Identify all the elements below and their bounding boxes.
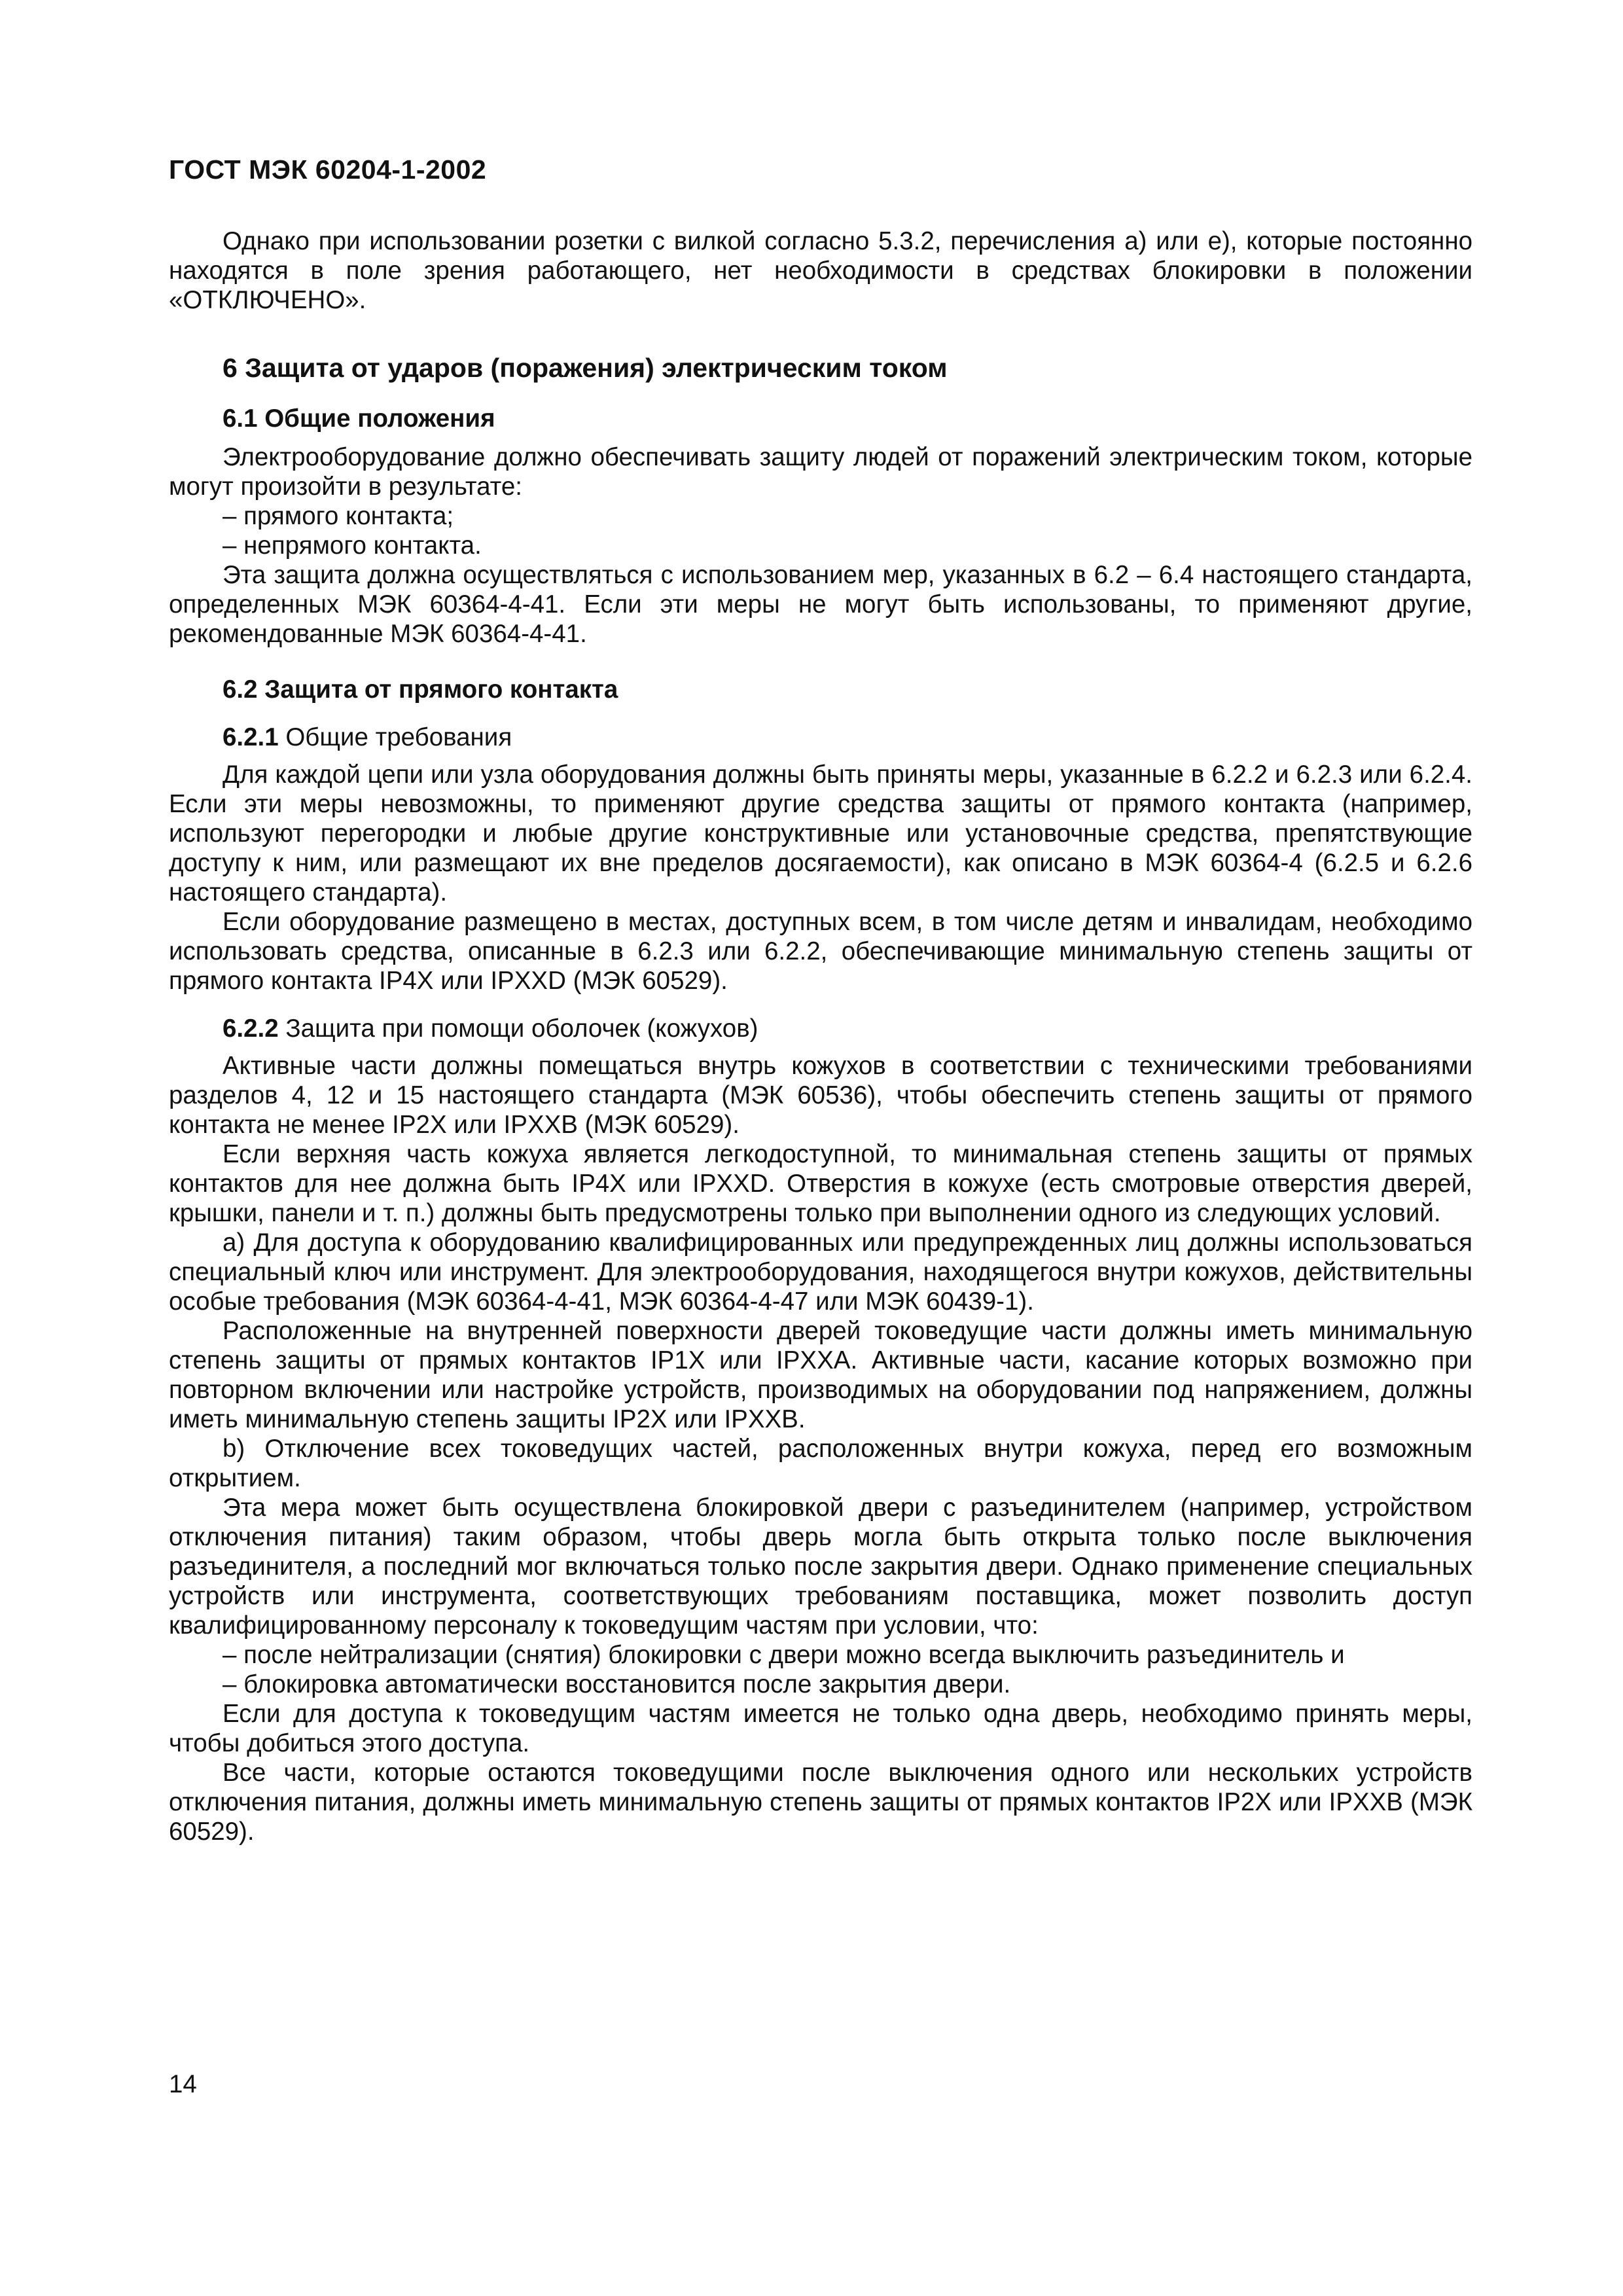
section-6-2-1-paragraph-1: Для каждой цепи или узла оборудования должны быть приняты меры, указанные в 6.2.2 и 6.2.3 или 6.2.4. Если эти меры невозможны, то применяют другие средства защиты от прямого контакта (например, используют перегородки и любые другие конструктивные или установочные средства, препятствующие доступу к ним, или размещают их вне пределов досягаемости), как описано в МЭК 60364-4 (6.2.5 и 6.2.6 настоящего стандарта). <box>169 761 1472 906</box>
page-number: 14 <box>169 2070 197 2098</box>
list-item: – непрямого контакта. <box>223 531 482 560</box>
section-6-1-paragraph-1: Электрооборудование должно обеспечивать защиту людей от поражений электрическим током, которые могут произойти в результате: <box>169 443 1472 501</box>
section-6-2-2-title: Защита при помощи оболочек (кожухов) <box>278 1014 758 1043</box>
intro-paragraph: Однако при использовании розетки с вилкой согласно 5.3.2, перечисления а) или е), которые постоянно находятся в поле зрения работающего, нет необходимости в средствах блокировки в положении «ОТКЛЮЧЕНО». <box>169 227 1472 314</box>
section-6-2-2-item-a: а) Для доступа к оборудованию квалифицированных или предупрежденных лиц должны использоваться специальный ключ или инструмент. Для электрооборудования, находящегося внутри кожухов, действительны особые требования (МЭК 60364-4-41, МЭК 60364-4-47 или МЭК 60439-1). <box>169 1229 1472 1316</box>
section-6-1-paragraph-2: Эта защита должна осуществляться с использованием мер, указанных в 6.2 – 6.4 настоящего стандарта, определенных МЭК 60364-4-41. Если эти меры не могут быть использованы, то применяют другие, рекомендованные МЭК 60364-4-41. <box>169 561 1472 648</box>
section-6-1-title: 6.1 Общие положения <box>223 404 495 433</box>
section-6-2-2-number: 6.2.2 <box>223 1014 279 1043</box>
list-item: – прямого контакта; <box>223 502 454 530</box>
list-item: – после нейтрализации (снятия) блокировки с двери можно всегда выключить разъединитель и <box>223 1641 1345 1669</box>
section-6-2-2-paragraph-3: Расположенные на внутренней поверхности дверей токоведущие части должны иметь минимальную степень защиты от прямых контактов IP1X или IPXXA. Активные части, касание которых возможно при повторном включении или настройке устройств, производимых на оборудовании под напряжением, должны иметь минимальную степень защиты IP2X или IPXXB. <box>169 1317 1472 1433</box>
section-6-2-2-paragraph-5: Если для доступа к токоведущим частям имеется не только одна дверь, необходимо принять меры, чтобы добиться этого доступа. <box>169 1700 1472 1757</box>
section-6-2-2-paragraph-6: Все части, которые остаются токоведущими после выключения одного или нескольких устройств отключения питания, должны иметь минимальную степень защиты от прямых контактов IP2X или IPXXB (МЭК 60529). <box>169 1759 1472 1846</box>
section-6-2-2-heading <box>169 1014 1472 1043</box>
section-6-2-title: 6.2 Защита от прямого контакта <box>223 675 618 704</box>
section-6-title: 6 Защита от ударов (поражения) электрическим током <box>223 353 948 383</box>
page-header: ГОСТ МЭК 60204-1-2002 <box>169 154 487 185</box>
section-6-2-1-paragraph-2: Если оборудование размещено в местах, доступных всем, в том числе детям и инвалидам, необходимо использовать средства, описанные в 6.2.3 или 6.2.2, обеспечивающие минимальную степень защиты от прямого контакта IP4X или IPXXD (МЭК 60529). <box>169 908 1472 995</box>
section-6-2-1-number: 6.2.1 <box>223 723 279 751</box>
section-6-2-2-paragraph-1: Активные части должны помещаться внутрь кожухов в соответствии с техническими требованиями разделов 4, 12 и 15 настоящего стандарта (МЭК 60536), чтобы обеспечить степень защиты от прямого контакта не менее IP2X или IPXXB (МЭК 60529). <box>169 1052 1472 1139</box>
section-6-2-2-paragraph-2: Если верхняя часть кожуха является легкодоступной, то минимальная степень защиты от прямых контактов для нее должна быть IP4X или IPXXD. Отверстия в кожухе (есть смотровые отверстия дверей, крышки, панели и т. п.) должны быть предусмотрены только при выполнении одного из следующих условий. <box>169 1140 1472 1227</box>
section-6-2-1-heading <box>169 723 1472 752</box>
section-6-2-2-paragraph-4: Эта мера может быть осуществлена блокировкой двери с разъединителем (например, устройством отключения питания) таким образом, чтобы дверь могла быть открыта только после выключения разъединителя, а последний мог включаться только после закрытия двери. Однако применение специальных устройств или инструмента, соответствующих требованиям поставщика, может позволить доступ квалифицированному персоналу к токоведущим частям при условии, что: <box>169 1494 1472 1640</box>
section-6-2-2-item-b: b) Отключение всех токоведущих частей, расположенных внутри кожуха, перед его возможным открытием. <box>169 1435 1472 1492</box>
list-item: – блокировка автоматически восстановится после закрытия двери. <box>223 1670 1011 1698</box>
section-6-2-1-title: Общие требования <box>278 723 512 751</box>
document-body <box>169 226 1472 1846</box>
